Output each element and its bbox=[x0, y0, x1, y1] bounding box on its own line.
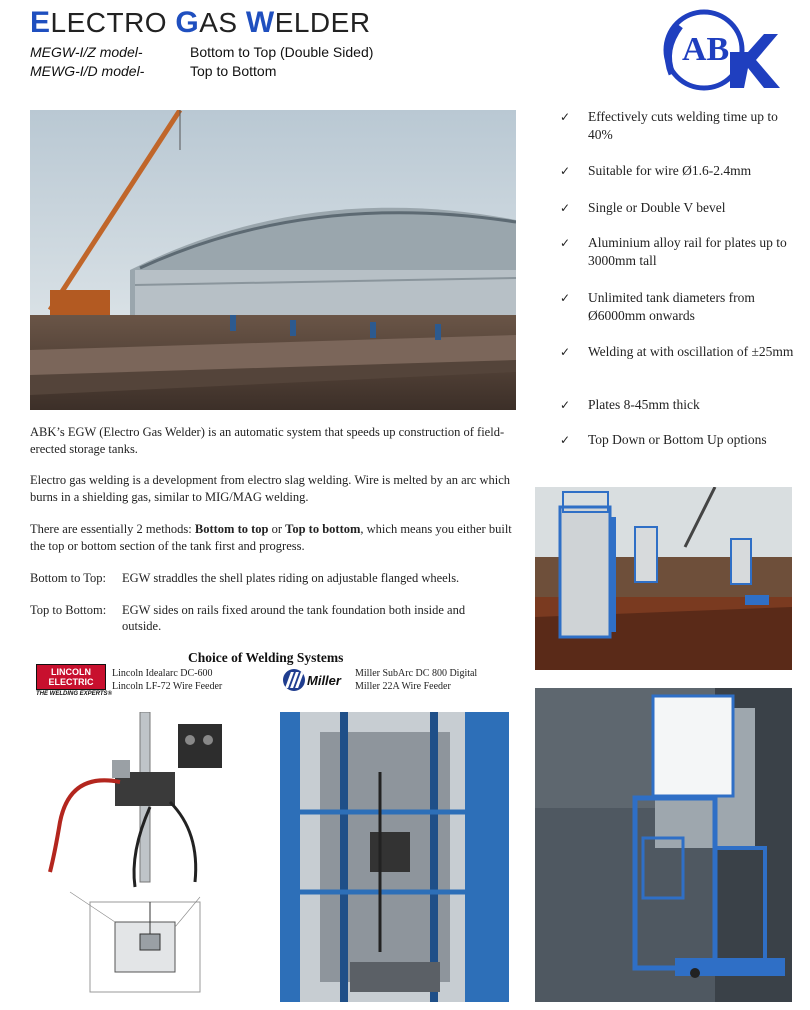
page-title bbox=[30, 6, 371, 40]
feature-item bbox=[560, 199, 800, 217]
feature-item bbox=[560, 108, 800, 144]
feature-item bbox=[560, 431, 800, 449]
feature-item bbox=[560, 289, 800, 325]
process-paragraph: Electro gas welding is a development from electro slag welding. Wire is melted by an arc which burns in a shielding gas, similar to MIG/MAG welding. bbox=[30, 473, 511, 504]
feature-item bbox=[560, 162, 800, 180]
check-icon: ✓ bbox=[560, 291, 571, 305]
model-row bbox=[30, 44, 373, 60]
definition-text: EGW sides on rails fixed around the tank foundation both inside and outside. bbox=[122, 603, 466, 633]
definition-row bbox=[30, 602, 492, 634]
definition-text: EGW straddles the shell plates riding on adjustable flanged wheels. bbox=[122, 571, 460, 585]
feature-text: Plates 8-45mm thick bbox=[588, 397, 700, 412]
definition-term: Bottom to Top: bbox=[30, 571, 106, 585]
welding-systems-title: Choice of Welding Systems bbox=[188, 650, 344, 665]
feature-text: Effectively cuts welding time up to 40% bbox=[588, 109, 778, 142]
feature-text: Aluminium alloy rail for plates up to 3000mm tall bbox=[588, 235, 787, 268]
model-desc: Bottom to Top (Double Sided) bbox=[190, 44, 374, 60]
tank-construction-photo bbox=[30, 110, 516, 410]
lincoln-equipment: Lincoln Idealarc DC-600 Lincoln LF-72 Wire Feeder bbox=[112, 668, 223, 692]
definition-term: Top to Bottom: bbox=[30, 603, 107, 617]
check-icon: ✓ bbox=[560, 398, 571, 412]
feature-text: Welding at with oscillation of ±25mm bbox=[588, 344, 794, 359]
egw-site-photo bbox=[535, 487, 792, 670]
abk-logo bbox=[652, 4, 792, 94]
title-part: ELECTRO bbox=[30, 6, 176, 39]
methods-paragraph: There are essentially 2 methods: Bottom to top or Top to bottom, which means you either built the top or bottom section of the tank first and progress. bbox=[30, 522, 512, 553]
definition-row bbox=[30, 570, 492, 586]
welder-unit-exterior-photo bbox=[535, 688, 792, 1002]
intro-paragraph: ABK’s EGW (Electro Gas Welder) is an automatic system that speeds up construction of field-erected storage tanks. bbox=[30, 425, 505, 456]
title-part: WELDER bbox=[245, 6, 371, 39]
feature-text: Top Down or Bottom Up options bbox=[588, 432, 767, 447]
model-name: MEGW-I/Z model- bbox=[30, 44, 143, 60]
feature-item bbox=[560, 396, 800, 414]
check-icon: ✓ bbox=[560, 201, 571, 215]
check-icon: ✓ bbox=[560, 236, 571, 250]
check-icon: ✓ bbox=[560, 164, 571, 178]
check-icon: ✓ bbox=[560, 110, 571, 124]
feature-text: Suitable for wire Ø1.6-2.4mm bbox=[588, 163, 752, 178]
method-bottom-to-top: Bottom to top bbox=[194, 522, 269, 536]
miller-equipment: Miller SubArc DC 800 Digital Miller 22A Wire Feeder bbox=[355, 668, 478, 692]
feature-item bbox=[560, 234, 800, 270]
model-name: MEWG-I/D model- bbox=[30, 63, 145, 79]
model-row bbox=[30, 63, 276, 79]
welder-cabin-interior-photo bbox=[280, 712, 509, 1002]
feature-text: Unlimited tank diameters from Ø6000mm onwards bbox=[588, 290, 755, 323]
svg-text:AB: AB bbox=[682, 31, 730, 68]
lincoln-electric-logo: LINCOLN ELECTRIC THE WELDING EXPERTS® bbox=[36, 664, 106, 694]
model-desc: Top to Bottom bbox=[190, 63, 277, 79]
miller-logo: Miller bbox=[283, 668, 345, 692]
welding-head-photo bbox=[30, 712, 245, 1002]
check-icon: ✓ bbox=[560, 345, 571, 359]
check-icon: ✓ bbox=[560, 433, 571, 447]
title-part: GAS bbox=[175, 6, 246, 39]
feature-text: Single or Double V bevel bbox=[588, 200, 726, 215]
method-top-to-bottom: Top to bottom bbox=[285, 522, 361, 536]
feature-item bbox=[560, 343, 800, 361]
